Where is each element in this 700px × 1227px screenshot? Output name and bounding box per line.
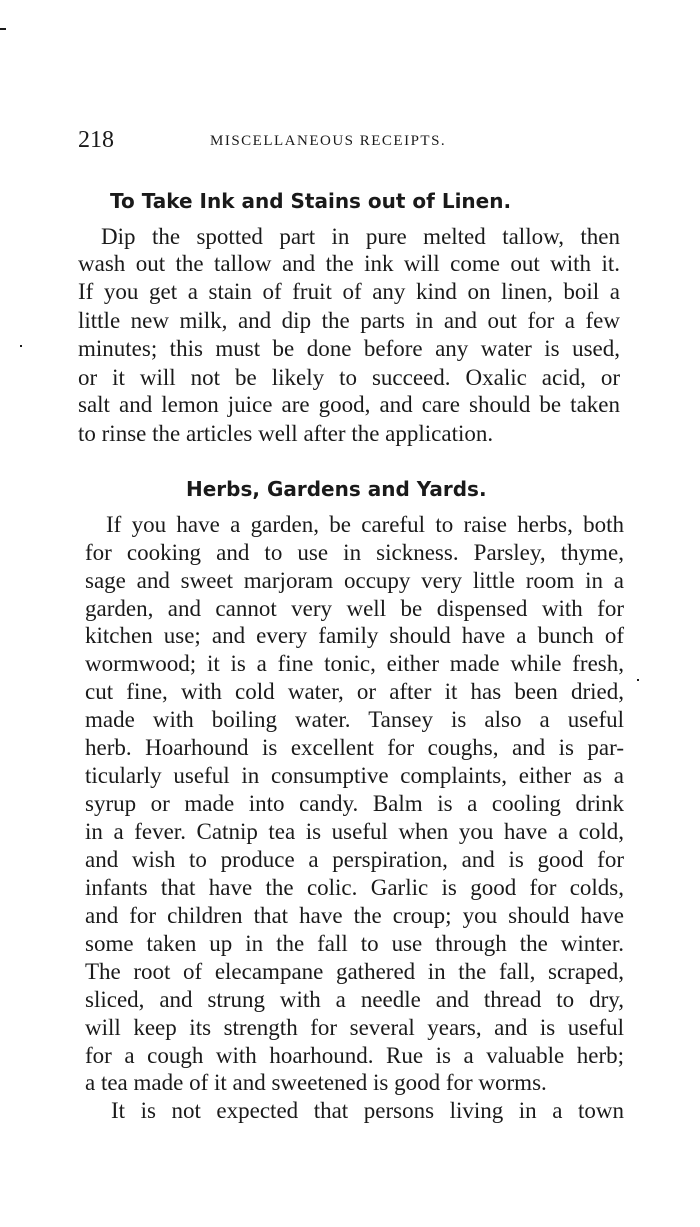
paragraph-line: Dip the spotted part in pure melted tallow, then <box>101 224 620 249</box>
paragraph-line: and for children that have the croup; you should have <box>85 903 624 928</box>
paragraph-line: for cooking and to use in sickness. Parsley, thyme, <box>85 540 624 565</box>
paragraph-line: sage and sweet marjoram occupy very little room in a <box>85 568 624 593</box>
paragraph-line: will keep its strength for several years, and is useful <box>85 1015 624 1040</box>
paragraph-line: sliced, and strung with a needle and thread to dry, <box>85 987 624 1012</box>
paragraph-line: If you have a garden, be careful to raise herbs, both <box>106 512 624 537</box>
paragraph-line: cut fine, with cold water, or after it has been dried, <box>85 679 624 704</box>
paragraph-line: made with boiling water. Tansey is also a useful <box>85 707 624 732</box>
paragraph-line: to rinse the articles well after the application. <box>78 421 494 446</box>
paragraph-line: wash out the tallow and the ink will come out with it. <box>78 251 620 276</box>
margin-mark-left <box>20 345 22 347</box>
section-heading-herbs-gardens: Herbs, Gardens and Yards. <box>186 477 487 501</box>
paragraph-line: for a cough with hoarhound. Rue is a valuable herb; <box>85 1043 624 1068</box>
paragraph-line: The root of elecampane gathered in the fall, scraped, <box>85 959 624 984</box>
paragraph-line: If you get a stain of fruit of any kind on linen, boil a <box>78 279 620 304</box>
page-number: 218 <box>78 127 114 153</box>
paragraph-line: wormwood; it is a fine tonic, either made while fresh, <box>85 651 624 676</box>
paragraph-line: syrup or made into candy. Balm is a cooling drink <box>85 791 624 816</box>
paragraph-line: or it will not be likely to succeed. Oxalic acid, or <box>78 365 620 390</box>
paragraph-line: in a fever. Catnip tea is useful when you have a cold, <box>85 819 624 844</box>
paragraph-line: herb. Hoarhound is excellent for coughs, and is par- <box>85 735 624 760</box>
paragraph-line: some taken up in the fall to use through the winter. <box>85 931 624 956</box>
paragraph-line: kitchen use; and every family should have a bunch of <box>85 623 624 648</box>
paragraph-line: It is not expected that persons living in a town <box>111 1098 624 1123</box>
paragraph-line: salt and lemon juice are good, and care should be taken <box>78 392 620 417</box>
paragraph-line: minutes; this must be done before any water is used, <box>78 336 620 361</box>
paragraph-line: and wish to produce a perspiration, and is good for <box>85 847 624 872</box>
paragraph-line: a tea made of it and sweetened is good for worms. <box>85 1070 547 1095</box>
section-heading-ink-stains: To Take Ink and Stains out of Linen. <box>110 189 512 213</box>
paragraph-line: infants that have the colic. Garlic is good for colds, <box>85 875 624 900</box>
paragraph-line: garden, and cannot very well be dispensed with for <box>85 596 624 621</box>
margin-mark-right <box>637 679 639 681</box>
paragraph-line: ticularly useful in consumptive complaints, either as a <box>85 763 624 788</box>
paragraph-line: little new milk, and dip the parts in and out for a few <box>78 308 620 333</box>
margin-mark-top-left <box>0 28 6 30</box>
running-head: MISCELLANEOUS RECEIPTS. <box>210 133 447 149</box>
